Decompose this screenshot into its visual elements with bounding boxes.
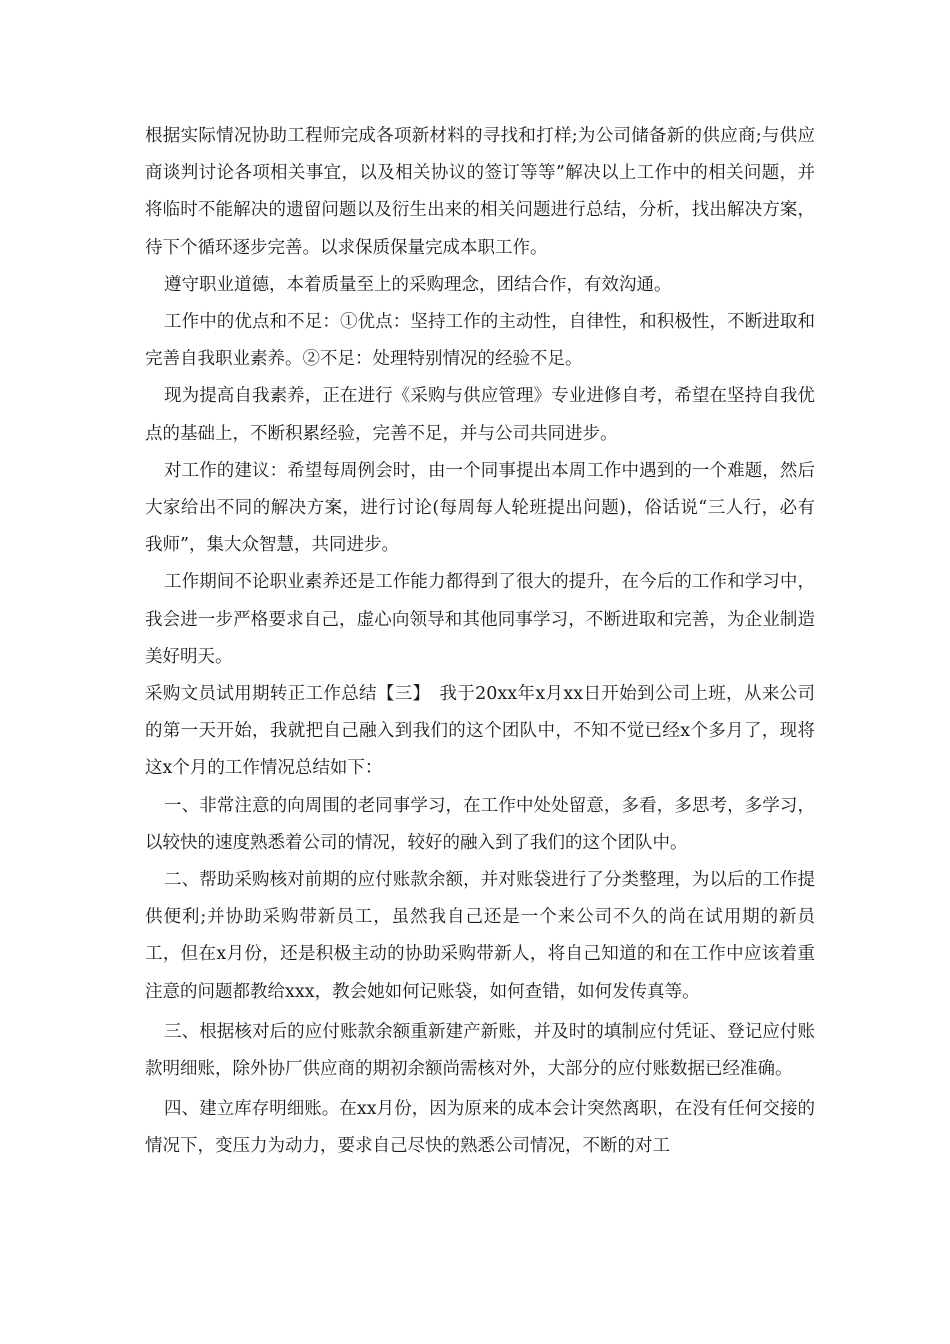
paragraph-8: 一、非常注意的向周围的老同事学习，在工作中处处留意，多看，多思考，多学习，以较快的速度熟悉着公司的情况，较好的融入到了我们的这个团队中。: [145, 795, 815, 853]
section-heading-paragraph: 采购文员试用期转正工作总结【三】 我于20xx年x月xx日开始到公司上班，从来公司的第一天开始，我就把自己融入到我们的这个团队中，不知不觉已经x个多月了，现将这x个月的工作情况总结如下：: [145, 684, 815, 779]
document-page: [145, 0, 815, 1344]
paragraph-4: 现为提高自我素养，正在进行《采购与供应管理》专业进修自考，希望在坚持自我优点的基础上，不断积累经验，完善不足，并与公司共同进步。: [145, 386, 815, 444]
paragraph-6: 工作期间不论职业素养还是工作能力都得到了很大的提升，在今后的工作和学习中，我会进一步严格要求自己，虚心向领导和其他同事学习，不断进取和完善，为企业制造美好明天。: [145, 572, 815, 667]
document-body: [145, 118, 815, 1166]
paragraph-10: 三、根据核对后的应付账款余额重新建产新账，并及时的填制应付凭证、登记应付账款明细账，除外协厂供应商的期初余额尚需核对外，大部分的应付账数据已经准确。: [145, 1021, 815, 1080]
paragraph-3: 工作中的优点和不足：①优点：坚持工作的主动性，自律性，和积极性，不断进取和完善自我职业素养。②不足：处理特别情况的经验不足。: [145, 312, 815, 370]
paragraph-11: 四、建立库存明细账。在xx月份，因为原来的成本会计突然离职，在没有任何交接的情况下，变压力为动力，要求自己尽快的熟悉公司情况，不断的对工: [145, 1099, 815, 1157]
paragraph-2: 遵守职业道德，本着质量至上的采购理念，团结合作，有效沟通。: [164, 274, 672, 295]
paragraph-5: 对工作的建议：希望每周例会时，由一个同事提出本周工作中遇到的一个难题，然后大家给出不同的解决方案，进行讨论(每周每人轮班提出问题)，俗话说“三人行，必有我师”，集大众智慧，共同进步。: [145, 460, 815, 556]
paragraph-9: 二、帮助采购核对前期的应付账款余额，并对账袋进行了分类整理，为以后的工作提供便利;并协助采购带新员工，虽然我自己还是一个来公司不久的尚在试用期的新员工，但在x月份，还是积极主动的协助采购带新人，将自己知道的和在工作中应该着重注意的问题都教给xxx，教会她如何记账袋，如何查错，如何发传真等。: [145, 870, 815, 1002]
paragraph-1: 根据实际情况协助工程师完成各项新材料的寻找和打样;为公司储备新的供应商;与供应商谈判讨论各项相关事宜，以及相关协议的签订等等”解决以上工作中的相关问题，并将临时不能解决的遗留问题以及衍生出来的相关问题进行总结，分析，找出解决方案，待下个循环逐步完善。以求保质保量完成本职工作。: [145, 126, 815, 258]
